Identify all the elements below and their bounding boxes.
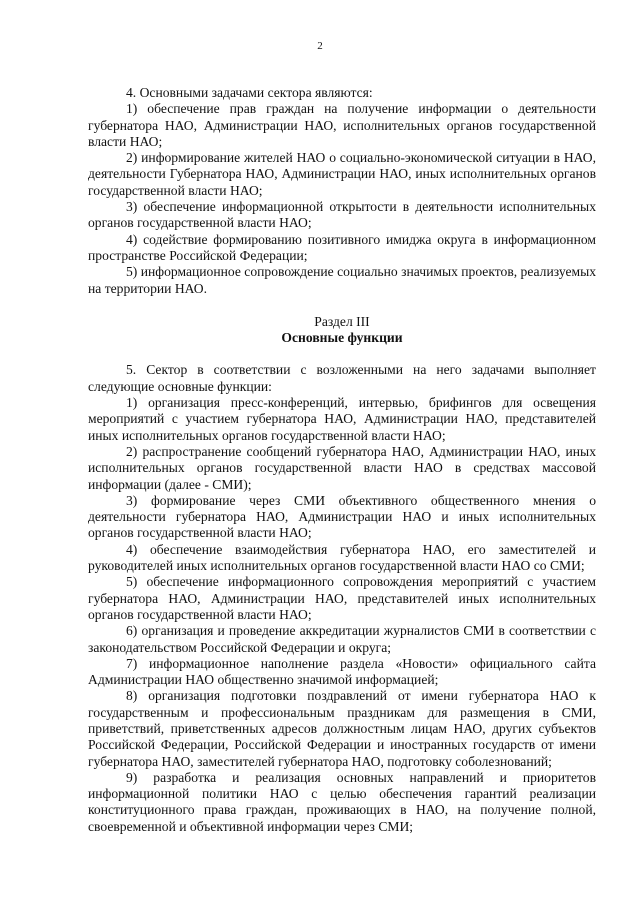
document-body — [88, 85, 596, 835]
function-item-3: 3) формирование через СМИ объективного общественного мнения о деятельности губернатора НАО, Администрации НАО и иных исполнительных органов государственной власти НАО; — [88, 492, 596, 541]
task-item-1: 1) обеспечение прав граждан на получение информации о деятельности губернатора НАО, Администрации НАО, исполнительных органов государственной власти НАО; — [88, 101, 596, 149]
task-item-4: 4) содействие формированию позитивного имиджа округа в информационном пространстве Российской Федерации; — [88, 231, 596, 263]
function-item-5: 5) обеспечение информационного сопровождения мероприятий с участием губернатора НАО, Администрации НАО, представителей иных исполнительных органов государственной власти НАО; — [88, 574, 596, 622]
functions-intro: 5. Сектор в соответствии с возложенными на него задачами выполняет следующие основные функции: — [88, 362, 596, 394]
section-heading: Раздел III — [314, 313, 370, 329]
function-item-9: 9) разработка и реализация основных направлений и приоритетов информационной политики НАО с целью обеспечения гарантий реализации конституционного права граждан, проживающих в НАО, на получение полной, своевременной и объективной информации через СМИ; — [88, 769, 596, 834]
function-item-6: 6) организация и проведение аккредитации журналистов СМИ в соответствии с законодательством Российской Федерации и округа; — [88, 623, 596, 655]
function-item-1: 1) организация пресс-конференций, интервью, брифингов для освещения мероприятий с участием губернатора НАО, Администрации НАО, представителей иных исполнительных органов государственной власти НАО; — [88, 395, 596, 443]
task-item-2: 2) информирование жителей НАО о социально-экономической ситуации в НАО, деятельности Губернатора НАО, Администрации НАО, иных исполнительных органов государственной власти НАО; — [88, 150, 596, 198]
page-number: 2 — [317, 40, 323, 52]
task-item-3: 3) обеспечение информационной открытости в деятельности исполнительных органов государственной власти НАО; — [88, 199, 596, 231]
function-item-8: 8) организация подготовки поздравлений от имени губернатора НАО к государственным и профессиональным праздникам для размещения в СМИ, приветствий, приветственных адресов должностным лицам НАО, других субъектов Российской Федерации, Российской Федерации и иностранных государств от имени губернатора НАО, заместителей губернатора НАО, подготовку соболезнований; — [88, 688, 596, 769]
function-item-4: 4) обеспечение взаимодействия губернатора НАО, его заместителей и руководителей иных исполнительных органов государственной власти НАО со СМИ; — [88, 541, 596, 574]
tasks-intro: 4. Основными задачами сектора являются: — [126, 85, 373, 100]
function-item-7: 7) информационное наполнение раздела «Новости» официального сайта Администрации НАО общественно значимой информацией; — [88, 655, 596, 688]
task-item-5: 5) информационное сопровождение социально значимых проектов, реализуемых на территории НАО. — [88, 264, 597, 296]
function-item-2: 2) распространение сообщений губернатора НАО, Администрации НАО, иных исполнительных органов государственной власти НАО в средствах массовой информации (далее - СМИ); — [88, 443, 596, 492]
section-title: Основные функции — [281, 330, 403, 346]
